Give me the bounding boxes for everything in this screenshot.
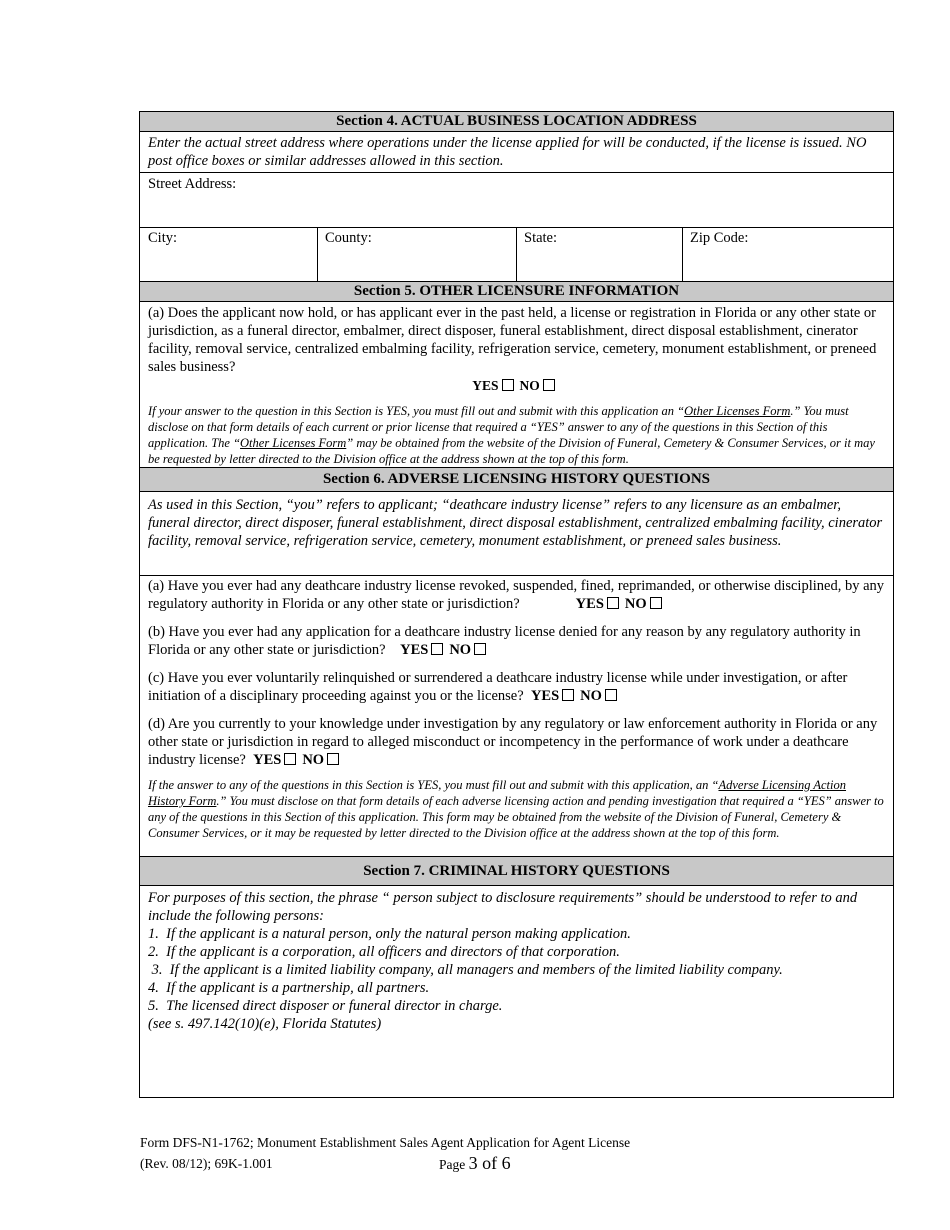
section5-question-a: (a) Does the applicant now hold, or has applicant ever in the past held, a license or registration in Florida or any other state or jurisdiction, as a funeral director, embalmer, direct disposer, funeral establishment, direct disposal establishment, cinerator facility, removal service, centralized embalming facility, refrigeration service, cemetery, monument establishment, or preneed sales business? — [148, 305, 877, 375]
question-text: (a) Have you ever had any deathcare industry license revoked, suspended, fined, reprimanded, or otherwise disciplined, by any regulatory authority in Florida or any other state or jurisdiction? — [148, 578, 885, 612]
address-row — [140, 227, 893, 281]
yes-label: YES — [575, 596, 604, 612]
question-a-no-checkbox[interactable] — [650, 597, 662, 609]
section4-instructions: Enter the actual street address where operations under the license applied for will be conducted, if the license is issued. NO post office boxes or similar addresses allowed in this section. — [140, 131, 893, 172]
divider — [516, 228, 517, 281]
section6-title: Section 6. ADVERSE LICENSING HISTORY QUESTIONS — [322, 471, 711, 487]
section7-item: 3. If the applicant is a limited liability company, all managers and members of the limited liability company. — [148, 962, 783, 978]
section7-item: 2. If the applicant is a corporation, all officers and directors of that corporation. — [148, 944, 620, 960]
footer-page-number — [439, 1153, 511, 1174]
question-text: (c) Have you ever voluntarily relinquished or surrendered a deathcare industry license while under investigation, or after initiation of a disciplinary proceeding against you or the license? — [148, 670, 848, 704]
section6-questions — [140, 575, 893, 856]
adverse-licensing-form-link[interactable]: Adverse Licensing Action History Form — [148, 778, 847, 808]
yes-label: YES — [253, 752, 282, 768]
section4-title: Section 4. ACTUAL BUSINESS LOCATION ADDRESS — [336, 113, 697, 129]
section6-header — [140, 467, 893, 491]
section7-body — [140, 885, 893, 1097]
question-c-no-checkbox[interactable] — [605, 689, 617, 701]
section7-intro: For purposes of this section, the phrase “ person subject to disclosure requirements” should be understood to refer to and include the following persons: — [148, 890, 858, 924]
city-field[interactable]: City: — [148, 230, 178, 246]
section4-header — [140, 112, 893, 131]
note-text: .” You must disclose on that form details of each adverse licensing action and pending investigation that required a “YES” answer to any of the questions in this Section of this application. This form may be obtained from the website of the Division of Funeral, Cemetery & Consumer Services, or it may be requested by letter directed to the Division office at the address shown at the top of this form. — [148, 794, 884, 840]
section5-yes-no — [140, 378, 893, 394]
note-text: .” You must disclose on that form details of each current or prior license that required a “YES” answer to any of the questions in this Section of this application. The “ — [148, 404, 849, 450]
section6-question-b — [140, 621, 893, 661]
no-label: NO — [302, 752, 325, 768]
section7-header — [140, 856, 893, 885]
footer-form-line: Form DFS-N1-1762; Monument Establishment Sales Agent Application for Agent License — [140, 1135, 631, 1150]
divider — [682, 228, 683, 281]
question-a-yes-checkbox[interactable] — [607, 597, 619, 609]
yes-label: YES — [400, 642, 429, 658]
section5-header — [140, 281, 893, 301]
no-label: NO — [580, 688, 602, 704]
county-field[interactable]: County: — [325, 230, 372, 246]
section6-question-c — [140, 667, 893, 707]
no-label: NO — [519, 378, 540, 393]
section6-intro: As used in this Section, “you” refers to applicant; “deathcare industry license” refers to any licensure as an embalmer, funeral director, direct disposer, funeral establishment, direct disposal establishment, centralized embalming facility, cinerator facility, removal service, refrigeration service, cemetery, monument establishment, or preneed sales business. — [140, 491, 893, 575]
question-text: (b) Have you ever had any application for a deathcare industry license denied for any reason by any regulatory authority in Florida or any other state or jurisdiction? — [148, 624, 861, 658]
application-form-page — [139, 111, 894, 1098]
section7-item: 4. If the applicant is a partnership, all partners. — [148, 980, 430, 996]
footer-rev-line: (Rev. 08/12); 69K-1.001 — [140, 1156, 273, 1171]
street-address-field[interactable] — [140, 172, 893, 227]
zip-code-field[interactable]: Zip Code: — [690, 230, 749, 246]
other-licenses-form-link[interactable]: Other Licenses Form — [684, 404, 791, 418]
page-number: 3 of 6 — [468, 1153, 511, 1173]
section5-body — [140, 301, 893, 467]
page-prefix: Page — [439, 1157, 469, 1172]
question-b-yes-checkbox[interactable] — [431, 643, 443, 655]
no-label: NO — [449, 642, 472, 658]
street-address-label: Street Address: — [148, 176, 237, 192]
section7-item: 1. If the applicant is a natural person, only the natural person making application. — [148, 926, 631, 942]
section5-yes-checkbox[interactable] — [502, 379, 514, 391]
section5-title: Section 5. OTHER LICENSURE INFORMATION — [353, 283, 680, 299]
question-d-yes-checkbox[interactable] — [284, 753, 296, 765]
divider — [317, 228, 318, 281]
note-text: If your answer to the question in this Section is YES, you must fill out and submit with this application an “ — [148, 404, 685, 418]
note-text: ” may be obtained from the website of the Division of Funeral, Cemetery & Consumer Services, or it may be requested by letter directed to the Division office at the address shown at the top of this form. — [148, 436, 875, 466]
section7-citation: (see s. 497.142(10)(e), Florida Statutes) — [148, 1016, 382, 1032]
section6-question-d — [140, 713, 893, 771]
section5-no-checkbox[interactable] — [543, 379, 555, 391]
section6-note — [140, 775, 893, 843]
question-d-no-checkbox[interactable] — [327, 753, 339, 765]
section7-item: 5. The licensed direct disposer or funeral director in charge. — [148, 998, 503, 1014]
other-licenses-form-link[interactable]: Other Licenses Form — [240, 436, 347, 450]
note-text: If the answer to any of the questions in this Section is YES, you must fill out and submit with this application, an “ — [148, 778, 719, 792]
section5-note — [140, 401, 893, 469]
question-b-no-checkbox[interactable] — [474, 643, 486, 655]
no-label: NO — [624, 596, 647, 612]
state-field[interactable]: State: — [524, 230, 558, 246]
question-text: (d) Are you currently to your knowledge under investigation by any regulatory or law enforcement authority in Florida or any other state or jurisdiction in regard to alleged misconduct or incompetency in the performance of work under a deathcare industry license? — [148, 716, 878, 768]
yes-label: YES — [530, 688, 560, 704]
question-c-yes-checkbox[interactable] — [562, 689, 574, 701]
section7-title: Section 7. CRIMINAL HISTORY QUESTIONS — [363, 863, 670, 879]
yes-label: YES — [472, 378, 499, 393]
section6-question-a — [140, 576, 893, 615]
